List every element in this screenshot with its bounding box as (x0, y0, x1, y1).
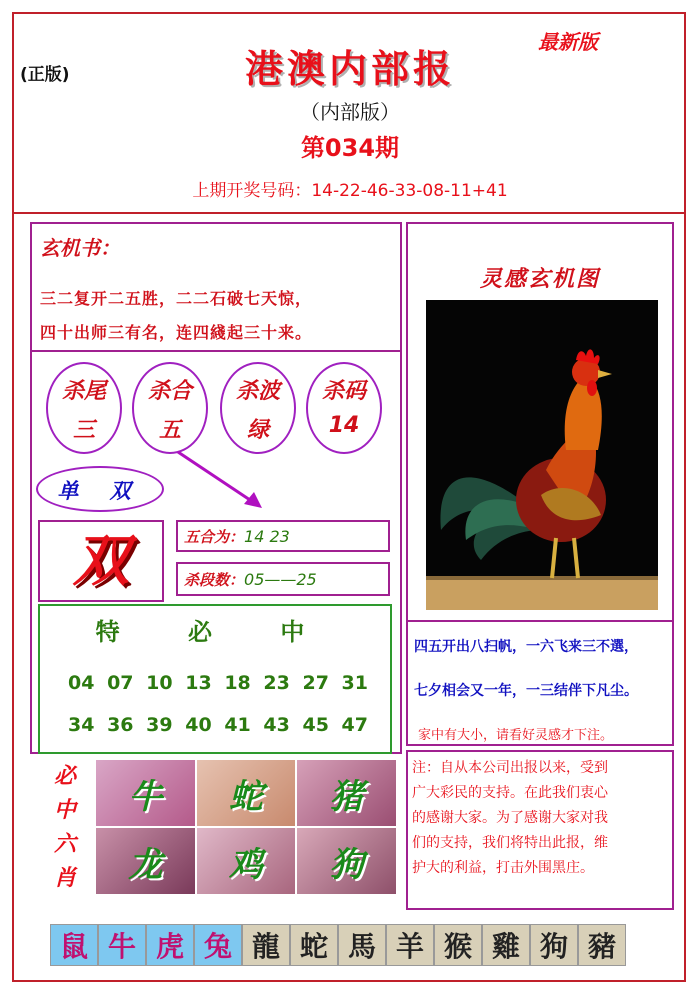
five-combo-box (176, 520, 390, 552)
number-cell: 39 (146, 714, 173, 736)
special-heading: 特 必 中 (95, 618, 335, 646)
zodiac-char: 牛 (128, 776, 163, 817)
must-hit-label: 必中六肖 (53, 764, 76, 891)
kill-segment-box (176, 562, 390, 596)
zodiac-strip-cell: 兔 (194, 924, 242, 966)
big-char: 双 (73, 529, 129, 594)
page-title: 港澳内部报 (244, 46, 455, 91)
oval-value: 绿 (246, 418, 269, 443)
oval-kill-combo (132, 362, 208, 454)
number-cell: 45 (302, 714, 329, 736)
zodiac-char: 鸡 (228, 844, 263, 885)
oval-kill-wave (220, 362, 296, 454)
picture-title: 灵感玄机图 (479, 267, 600, 292)
number-cell: 10 (146, 672, 173, 694)
numbers-row-1 (68, 672, 368, 694)
number-cell: 34 (68, 714, 95, 736)
oval-value: 14 (328, 413, 360, 438)
zodiac-tile (297, 760, 396, 826)
number-cell: 07 (107, 672, 134, 694)
notice-line: 护大的利益，打击外围黑庄。 (412, 860, 594, 876)
number-cell: 47 (341, 714, 368, 736)
number-cell: 04 (68, 672, 95, 694)
zodiac-char: 狗 (329, 844, 364, 885)
subtitle: （内部版） (300, 100, 400, 124)
number-cell: 27 (302, 672, 329, 694)
zodiac-tile (197, 828, 296, 894)
edition-left: (正版) (20, 65, 70, 85)
last-draw-label: 上期开奖号码： (192, 181, 312, 201)
number-cell: 18 (224, 672, 251, 694)
zodiac-strip-cell: 羊 (386, 924, 434, 966)
rooster-image (426, 300, 658, 610)
kill-segment-label: 杀段数： (184, 571, 245, 589)
zodiac-strip-cell: 牛 (98, 924, 146, 966)
number-cell: 36 (107, 714, 134, 736)
zodiac-strip-cell: 狗 (530, 924, 578, 966)
zodiac-char: 猪 (329, 776, 364, 817)
number-cell: 43 (263, 714, 290, 736)
zodiac-strip-cell: 龍 (242, 924, 290, 966)
five-combo-label: 五合为： (184, 528, 245, 546)
zodiac-char: 蛇 (228, 776, 263, 817)
oval-value: 三 (72, 418, 95, 443)
last-draw-numbers: 14-22-46-33-08-11+41 (311, 181, 508, 201)
kill-segment-value: 05——25 (244, 570, 317, 589)
edition-right: 最新版 (538, 30, 598, 54)
big-char-box (38, 520, 164, 602)
number-cell: 40 (185, 714, 212, 736)
oval-title: 杀码 (321, 379, 366, 404)
six-zodiac-grid (96, 760, 396, 894)
zodiac-strip-cell: 蛇 (290, 924, 338, 966)
zodiac-strip-cell: 雞 (482, 924, 530, 966)
zodiac-strip-cell: 馬 (338, 924, 386, 966)
pointer-arrow (170, 446, 270, 516)
number-cell: 23 (263, 672, 290, 694)
number-cell: 13 (185, 672, 212, 694)
notice-line: 们的支持，我们将特出此报，维 (412, 835, 608, 851)
notice-line: 注：自从本公司出报以来，受到 (412, 760, 608, 776)
oval-title: 杀尾 (61, 379, 106, 404)
picture-divider (408, 620, 672, 622)
last-draw (0, 176, 700, 201)
zodiac-strip (50, 924, 650, 966)
oval-kill-tail (46, 362, 122, 454)
number-cell: 41 (224, 714, 251, 736)
zodiac-strip-cell: 猴 (434, 924, 482, 966)
notice-text (412, 756, 672, 881)
zodiac-strip-cell: 豬 (578, 924, 626, 966)
numbers-row-2 (68, 714, 368, 736)
verse-line-2: 七夕相会又一年，一三结伴下凡尘。 (414, 683, 638, 699)
poem-line-2: 四十出师三有名，连四綫起三十来。 (40, 323, 313, 342)
poem-divider (32, 350, 400, 352)
number-cell: 31 (341, 672, 368, 694)
oval-kill-number (306, 362, 382, 454)
zodiac-strip-cell: 鼠 (50, 924, 98, 966)
zodiac-strip-cell: 虎 (146, 924, 194, 966)
issue-number: 第034期 (300, 134, 400, 162)
five-combo-value: 14 23 (244, 527, 290, 546)
zodiac-char: 龙 (128, 844, 163, 885)
zodiac-tile (197, 760, 296, 826)
mystic-heading: 玄机书： (40, 236, 120, 260)
poem-line-1: 三二复开二五胜，二二石破七天惊， (40, 289, 313, 308)
zodiac-tile (297, 828, 396, 894)
oval-title: 杀波 (235, 379, 280, 404)
header-divider (12, 212, 686, 214)
oval-title: 杀合 (147, 379, 192, 404)
oval-value: 五 (158, 418, 181, 443)
notice-line: 广大彩民的支持。在此我们衷心 (412, 785, 608, 801)
single-double-oval (36, 466, 164, 512)
hint-text: 家中有大小，请看好灵感才下注。 (418, 728, 614, 743)
verse-line-1: 四五开出八扫帆，一六飞来三不選， (414, 639, 638, 655)
zodiac-tile (96, 760, 195, 826)
zodiac-tile (96, 828, 195, 894)
single-double-label: 单 双 (57, 479, 143, 503)
notice-line: 的感谢大家。为了感谢大家对我 (412, 810, 608, 826)
